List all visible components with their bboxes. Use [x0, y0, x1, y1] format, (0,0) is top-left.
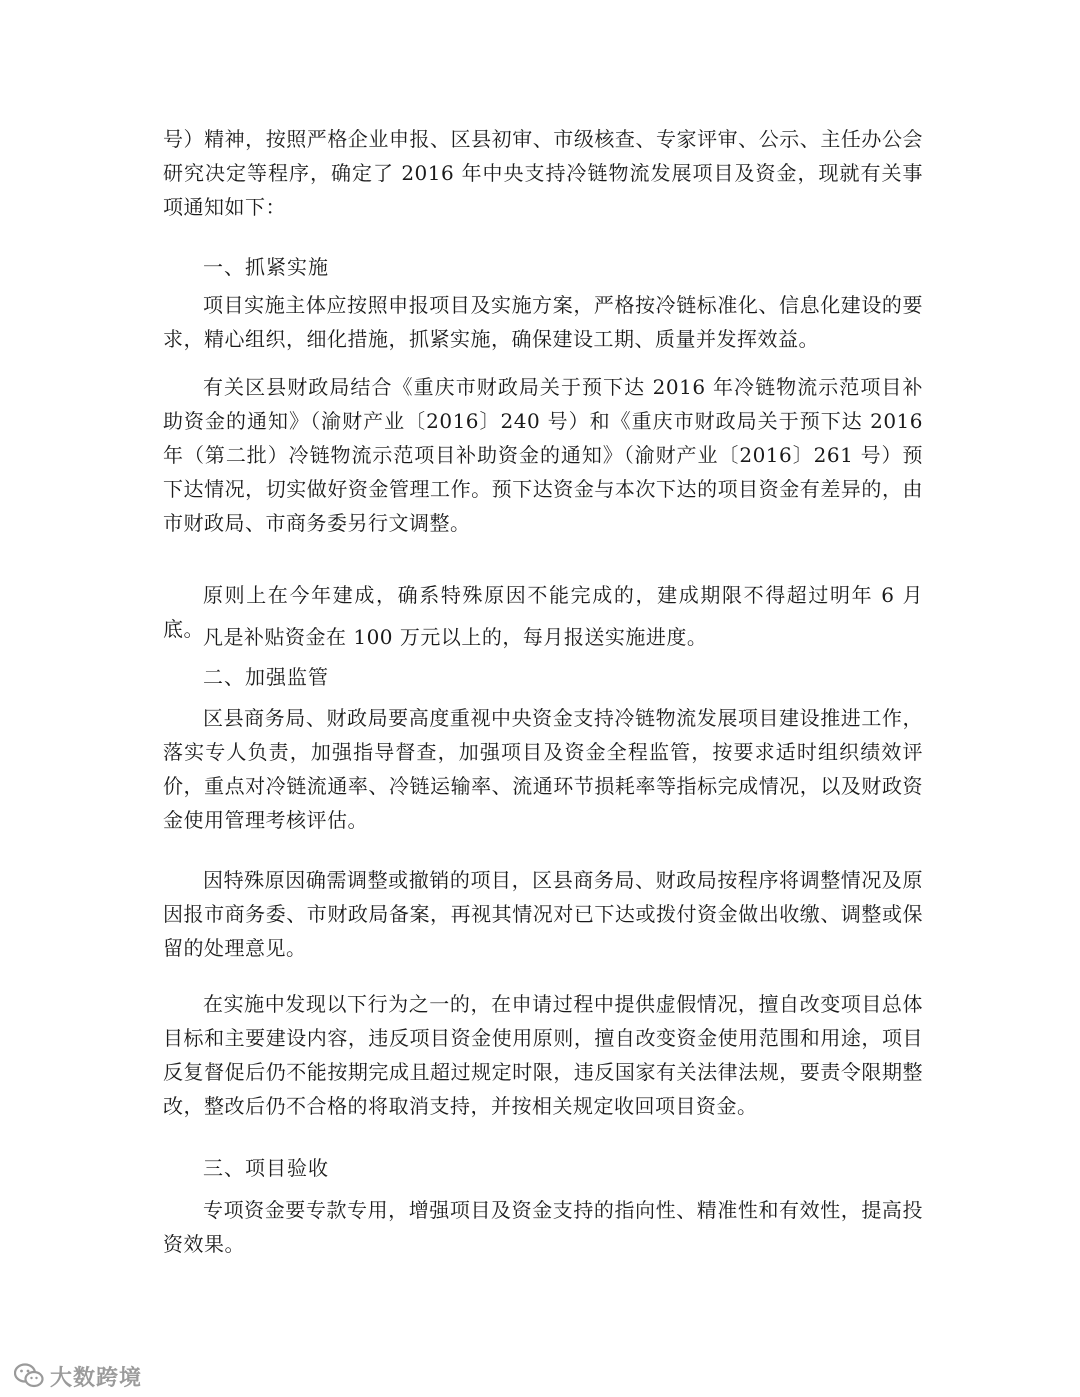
paragraph-implementation: 项目实施主体应按照申报项目及实施方案，严格按冷链标准化、信息化建设的要求，精心组织，细化措施，抓紧实施，确保建设工期、质量并发挥效益。: [163, 293, 923, 351]
section-heading-2: 二、加强监管: [203, 665, 329, 689]
watermark: [14, 1358, 142, 1394]
section-heading-3: 三、项目验收: [203, 1156, 329, 1180]
paragraph-adjustment: 因特殊原因确需调整或撤销的项目，区县商务局、财政局按程序将调整情况及原因报市商务委、市财政局备案，再视其情况对已下达或拨付资金做出收缴、调整或保留的处理意见。: [163, 868, 923, 960]
paragraph-intro: 号）精神，按照严格企业申报、区县初审、市级核查、专家评审、公示、主任办公会研究决定等程序，确定了 2016 年中央支持冷链物流发展项目及资金，现就有关事项通知如下：: [163, 127, 923, 219]
paragraph-progress-report: 凡是补贴资金在 100 万元以上的，每月报送实施进度。: [203, 625, 708, 649]
paragraph-supervision: 区县商务局、财政局要高度重视中央资金支持冷链物流发展项目建设推进工作，落实专人负责，加强指导督查，加强项目及资金全程监管，按要求适时组织绩效评价，重点对冷链流通率、冷链运输率、流通环节损耗率等指标完成情况，以及财政资金使用管理考核评估。: [163, 706, 923, 832]
paragraph-violations: 在实施中发现以下行为之一的，在申请过程中提供虚假情况，擅自改变项目总体目标和主要建设内容，违反项目资金使用原则，擅自改变资金使用范围和用途，项目反复督促后仍不能按期完成且超过规定时限，违反国家有关法律法规，要责令限期整改，整改后仍不合格的将取消支持，并按相关规定收回项目资金。: [163, 992, 923, 1118]
paragraph-finance-bureau: 有关区县财政局结合《重庆市财政局关于预下达 2016 年冷链物流示范项目补助资金的通知》（渝财产业〔2016〕240 号）和《重庆市财政局关于预下达 2016 年（第二批）冷链物流示范项目补助资金的通知》（渝财产业〔2016〕261 号）预下达情况，切实做好资金管理工作。预下达资金与本次下达的项目资金有差异的，由市财政局、市商务委另行文调整。: [163, 375, 923, 535]
watermark-text: 大数跨境: [50, 1365, 143, 1391]
paragraph-acceptance: 专项资金要专款专用，增强项目及资金支持的指向性、精准性和有效性，提高投资效果。: [163, 1198, 923, 1256]
section-heading-1: 一、抓紧实施: [203, 255, 329, 279]
wechat-logo-icon: [14, 1363, 44, 1389]
paragraph-deadline: 原则上在今年建成，确系特殊原因不能完成的，建成期限不得超过明年 6 月底。: [163, 583, 923, 641]
